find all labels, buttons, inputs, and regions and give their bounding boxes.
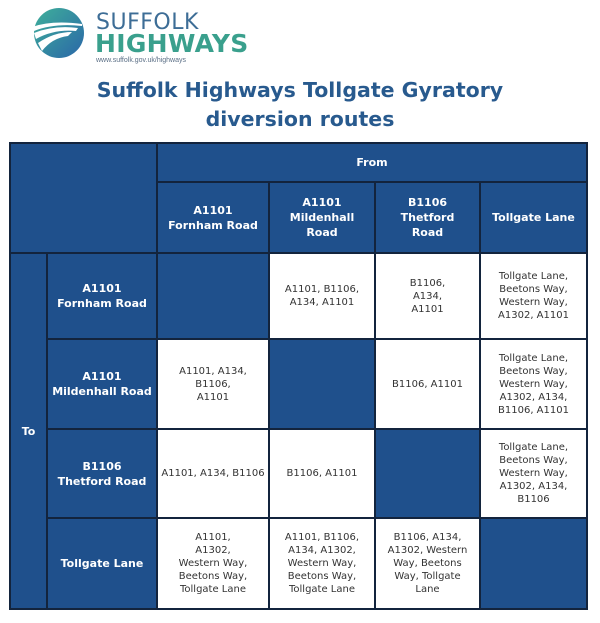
route-cell: B1106, A134, A1302, Western Way, Beetons Way, Tollgate Lane — [376, 519, 479, 608]
diversion-routes-table — [9, 142, 588, 610]
route-cell: B1106, A134, A1101 — [376, 254, 479, 338]
route-cell: B1106, A1101 — [376, 340, 479, 428]
title-line-2: diversion routes — [205, 107, 395, 131]
corner-cell — [11, 144, 156, 252]
route-cell: A1101, B1106, A134, A1302, Western Way, Beetons Way, Tollgate Lane — [270, 519, 374, 608]
from-header: From — [158, 144, 586, 181]
route-cell: A1101, A1302, Western Way, Beetons Way, Tollgate Lane — [158, 519, 268, 608]
column-header: B1106 Thetford Road — [376, 183, 479, 252]
route-cell: Tollgate Lane, Beetons Way, Western Way, A1302, A134, B1106, A1101 — [481, 340, 586, 428]
same-route-cell — [376, 430, 479, 517]
same-route-cell — [481, 519, 586, 608]
logo-text-highways: HIGHWAYS — [95, 29, 249, 58]
same-route-cell — [270, 340, 374, 428]
row-header: Tollgate Lane — [48, 519, 156, 608]
row-header: A1101 Mildenhall Road — [48, 340, 156, 428]
route-cell: A1101, B1106, A134, A1101 — [270, 254, 374, 338]
row-header: A1101 Fornham Road — [48, 254, 156, 338]
suffolk-highways-logo — [32, 7, 249, 64]
title-line-1: Suffolk Highways Tollgate Gyratory — [96, 78, 504, 102]
logo-url: www.suffolk.gov.uk/highways — [96, 57, 187, 64]
column-header: Tollgate Lane — [481, 183, 586, 252]
page-title — [0, 76, 600, 134]
row-header: B1106 Thetford Road — [48, 430, 156, 517]
road-circle-icon — [32, 7, 84, 59]
route-cell: B1106, A1101 — [270, 430, 374, 517]
route-cell: Tollgate Lane, Beetons Way, Western Way, A1302, A1101 — [481, 254, 586, 338]
column-header: A1101 Mildenhall Road — [270, 183, 374, 252]
to-header: To — [11, 254, 46, 608]
route-cell: Tollgate Lane, Beetons Way, Western Way, A1302, A134, B1106 — [481, 430, 586, 517]
route-cell: A1101, A134, B1106 — [158, 430, 268, 517]
logo-text-suffolk: SUFFOLK — [96, 10, 199, 35]
route-cell: A1101, A134, B1106, A1101 — [158, 340, 268, 428]
same-route-cell — [158, 254, 268, 338]
column-header: A1101 Fornham Road — [158, 183, 268, 252]
